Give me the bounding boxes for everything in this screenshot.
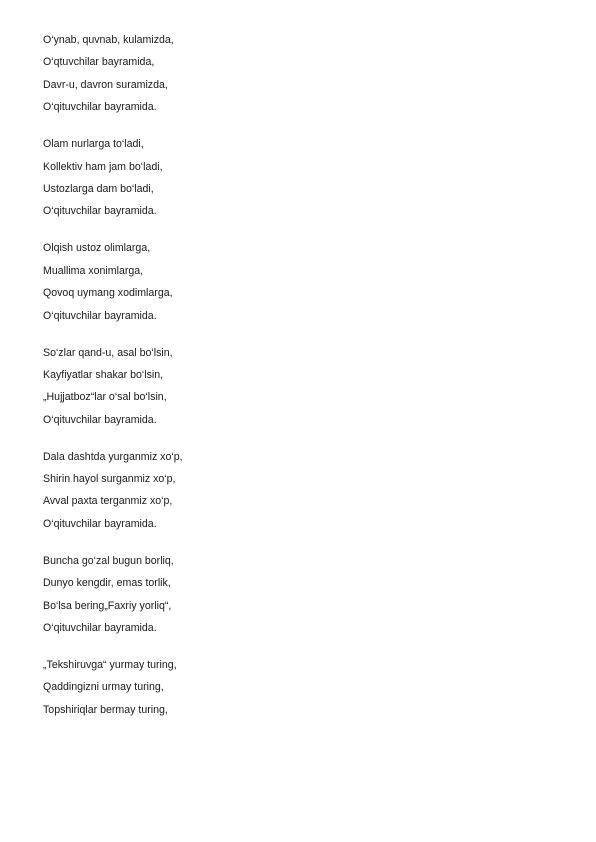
stanza (43, 659, 543, 717)
stanza (43, 242, 543, 322)
poem-line: Shirin hayol surganmiz xo‘p, (43, 473, 176, 486)
poem-line: So‘zlar qand-u, asal bo‘lsin, (43, 346, 173, 359)
poem-line: Davr-u, davron suramizda, (43, 78, 168, 91)
poem-line: Muallima xonimlarga, (43, 264, 144, 277)
poem-line: O‘qituvchilar bayramida. (43, 101, 157, 114)
poem-line: Kollektiv ham jam bo‘ladi, (43, 160, 163, 173)
poem-line: Topshiriqlar bermay turing, (43, 703, 168, 716)
stanza (43, 555, 543, 635)
poem-line: Dala dashtda yurganmiz xo‘p, (43, 450, 183, 463)
poem-line: Buncha go‘zal bugun borliq, (43, 554, 174, 567)
poem-line: Olqish ustoz olimlarga, (43, 242, 151, 255)
poem-line: Avval paxta terganmiz xo‘p, (43, 495, 173, 508)
poem-line: Qaddingizni urmay turing, (43, 681, 164, 694)
poem-line: O‘qituvchilar bayramida. (43, 309, 157, 322)
poem (43, 34, 543, 741)
poem-line: O‘qituvchilar bayramida. (43, 517, 157, 530)
poem-line: O‘qituvchilar bayramida. (43, 413, 157, 426)
poem-line: Qovoq uymang xodimlarga, (43, 287, 173, 300)
stanza (43, 34, 543, 114)
poem-line: O‘ynab, quvnab, kulamizda, (43, 34, 174, 46)
poem-line: O‘qituvchilar bayramida. (43, 205, 157, 218)
poem-line: Kayfiyatlar shakar bo‘lsin, (43, 368, 164, 381)
stanza (43, 451, 543, 531)
poem-line: Ustozlarga dam bo‘ladi, (43, 182, 154, 195)
poem-line: „Tekshiruvga“ yurmay turing, (43, 659, 177, 672)
poem-line: „Hujjatboz“lar o‘sal bo‘lsin, (43, 391, 167, 404)
poem-line: Bo‘lsa bering„Faxriy yorliq“, (43, 599, 172, 612)
poem-line: O‘qituvchilar bayramida. (43, 622, 157, 635)
stanza (43, 347, 543, 427)
poem-line: Dunyo kengdir, emas torlik, (43, 577, 171, 590)
stanza (43, 138, 543, 218)
poem-line: O‘qtuvchilar bayramida, (43, 56, 155, 69)
poem-line: Olam nurlarga to‘ladi, (43, 138, 144, 151)
